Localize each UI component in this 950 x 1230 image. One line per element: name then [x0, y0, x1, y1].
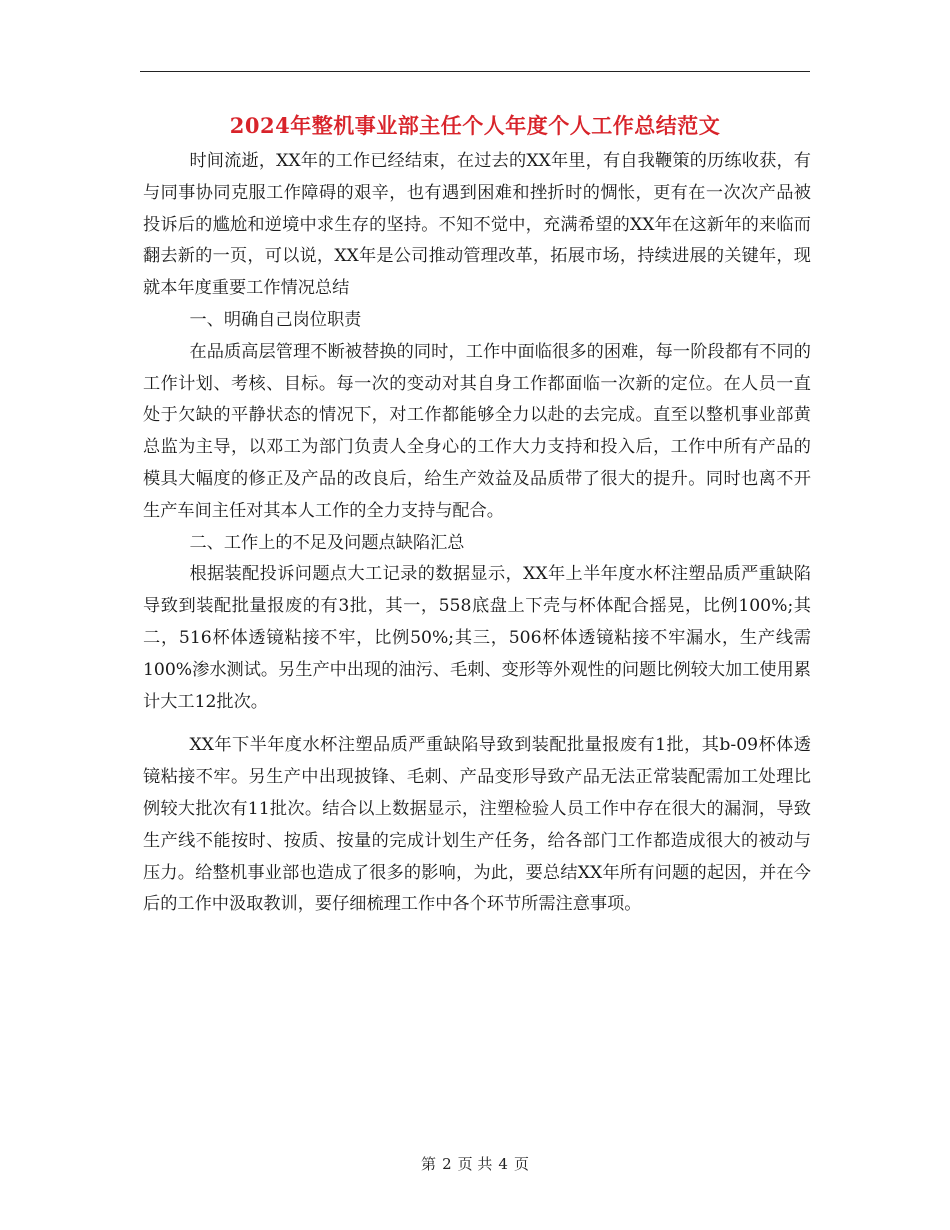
- page-footer: [0, 1153, 950, 1174]
- page-prefix: 第: [421, 1155, 437, 1173]
- paragraph-responsibilities: 在品质高层管理不断被替换的同时，工作中面临很多的困难，每一阶段都有不同的工作计划、考核、目标。每一次的变动对其自身工作都面临一次新的定位。在人员一直处于欠缺的平静状态的情况下，对工作都能够全力以赴的去完成。直至以整机事业部黄总监为主导，以邓工为部门负责人全身心的工作大力支持和投入后，工作中所有产品的模具大幅度的修正及产品的改良后，给生产效益及品质带了很大的提升。同时也离不开生产车间主任对其本人工作的全力支持与配合。: [143, 341, 811, 521]
- page-total: 4: [498, 1155, 508, 1173]
- section-heading-2: 二、工作上的不足及问题点缺陷汇总: [189, 532, 465, 553]
- header-rule: [140, 71, 810, 72]
- paragraph-intro: 时间流逝，XX年的工作已经结束，在过去的XX年里，有自我鞭策的历练收获，有与同事协同克服工作障碍的艰辛，也有遇到困难和挫折时的惆怅，更有在一次次产品被投诉后的尴尬和逆境中求生存的坚持。不知不觉中，充满希望的XX年在这新年的来临而翻去新的一页，可以说，XX年是公司推动管理改革，拓展市场，持续进展的关键年，现就本年度重要工作情况总结: [143, 151, 811, 299]
- page-mid: 页 共: [457, 1155, 493, 1173]
- page-current: 2: [442, 1155, 452, 1173]
- paragraph-second-half-defects: XX年下半年度水杯注塑品质严重缺陷导致到装配批量报废有1批，其b-09杯体透镜粘接不牢。另生产中出现披锋、毛刺、产品变形导致产品无法正常装配需加工处理比例较大批次有11批次。结合以上数据显示，注塑检验人员工作中存在很大的漏洞，导致生产线不能按时、按质、按量的完成计划生产任务，给各部门工作都造成很大的被动与压力。给整机事业部也造成了很多的影响，为此，要总结XX年所有问题的起因，并在今后的工作中汲取教训，要仔细梳理工作中各个环节所需注意事项。: [143, 735, 811, 915]
- paragraph-first-half-defects: 根据装配投诉问题点大工记录的数据显示，XX年上半年度水杯注塑品质严重缺陷导致到装配批量报废的有3批，其一，558底盘上下壳与杯体配合摇晃，比例100%;其二，516杯体透镜粘接不牢，比例50%;其三，506杯体透镜粘接不牢漏水，生产线需100%渗水测试。另生产中出现的油污、毛刺、变形等外观性的问题比例较大加工使用累计大工12批次。: [143, 564, 811, 712]
- document-title: 2024年整机事业部主任个人年度个人工作总结范文: [229, 113, 721, 138]
- document-body: [143, 146, 811, 921]
- page-suffix: 页: [513, 1155, 529, 1173]
- section-heading-1: 一、明确自己岗位职责: [189, 309, 362, 330]
